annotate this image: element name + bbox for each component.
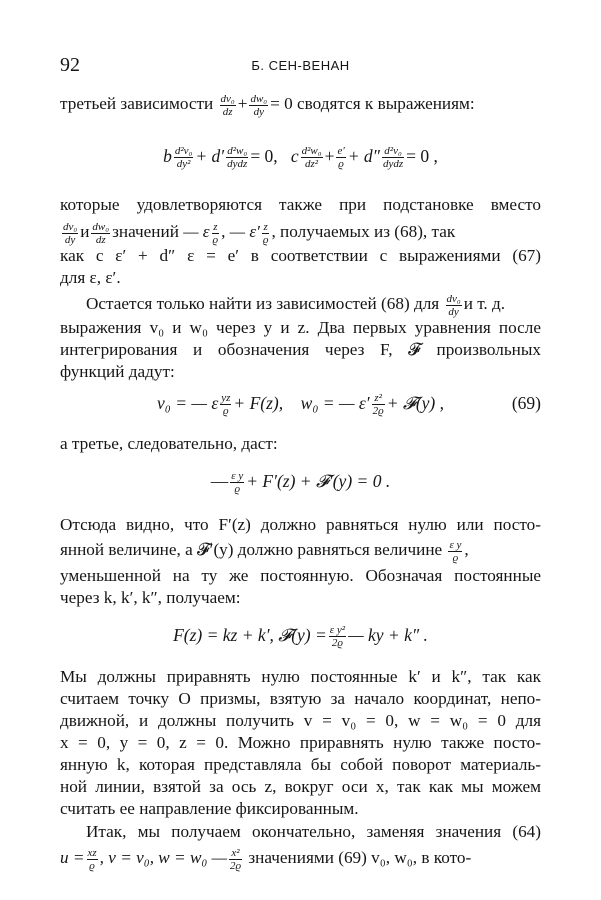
text-line-3: которые удовлетворяются также при подстановке вместо (60, 195, 541, 214)
equation-1: b $\frac{\text{d²v₀}}{\text{dy²}}$ + d′ $\frac{\text{d²w₀}}{\text{dydz}}$ = 0, c $\frac{\text{d²w₀}}{\text{dz²}}$ + $\frac{e'}{ϱ}$ + d″ $\frac{\text{d²v₀}}{\text{dydz}}$ = 0 , (163, 145, 438, 171)
equation-third: — $\frac{\text{ε y}}{ϱ}$ + F′(z) + 𝓕′(y) = 0 . (210, 470, 391, 496)
text-line-12: а третье, следовательно, даст: (60, 434, 278, 453)
text-line-24: ной линии, взятой за ось z, вокруг оси x, так как мы можем (60, 777, 541, 796)
text-line-7: Остается только найти из зависимостей (68) для $\frac{\text{dv₀}}{dy}$ и т. д. (86, 292, 506, 318)
text-line-17: через k, k′, k″, получаем: (60, 588, 241, 607)
text-line-15: янной величине, а 𝓕′(y) должно равняться величине $\frac{\text{ε y}}{ϱ}$ , (60, 538, 469, 564)
equation-number: (69) (511, 393, 541, 413)
text-line-23: янную k, которая представляла бы собой поворот материаль- (60, 755, 541, 774)
fraction-dv0-dz: $\frac{\text{dv₀}}{dz}$ (220, 92, 235, 118)
text-line-22: x = 0, y = 0, z = 0. Можно приравнять нулю также посто- (60, 733, 541, 752)
equals-zero: = 0 (270, 94, 293, 113)
text-line-26: Итак, мы получаем окончательно, заменяя значения (64) (86, 822, 541, 841)
text-line-9: интегрирования и обозначения через F, 𝓕 произвольных (60, 340, 541, 359)
text: третьей зависимости (60, 94, 214, 113)
text-line-4: $\frac{\text{dv₀}}{dy}$ и $\frac{\text{dw₀}}{dz}$ значений — ε $\frac{z}{ϱ}$ , — ε′ $\frac{z}{ϱ}$ , получаемых из (68), так (63, 220, 456, 246)
text-line-5: как c ε′ + d″ ε = e′ в соответствии с выражениями (67) (60, 246, 541, 265)
text-line-10: функций дадут: (60, 362, 175, 381)
text-line-16: уменьшенной на ту же постоянную. Обозначая постоянные (60, 566, 541, 585)
text-line-27: u = $\frac{xz}{ϱ}$ , v = v₀, w = w₀ — $\frac{\text{x²}}{2ϱ}$ значениями (69) v₀, w₀, в кото- (60, 846, 472, 872)
equation-69: v₀ = — ε $\frac{yz}{ϱ}$ + F(z), w₀ = — ε′ $\frac{\text{z²}}{2ϱ}$ + 𝓕(y) , (69) (60, 383, 541, 423)
text: сводятся к выражениям: (297, 94, 475, 113)
text-line-14: Отсюда видно, что F′(z) должно равняться нулю или посто- (60, 515, 541, 534)
fraction-dw0-dy: $\frac{\text{dw₀}}{dy}$ (250, 92, 268, 118)
page-header (60, 54, 541, 76)
text-line-20: считаем точку O призмы, взятую за начало координат, непо- (60, 689, 541, 708)
equation-F: F(z) = kz + k′, 𝓕(y) = $\frac{\text{ε y²}}{2ϱ}$ — ky + k″ . (173, 624, 428, 650)
text-line-19: Мы должны приравнять нулю постоянные k′ и k″, так как (60, 667, 541, 686)
text-line-21: движной, и должны получить v = v₀ = 0, w = w₀ = 0 для (60, 711, 541, 730)
text-line-8: выражения v₀ и w₀ через y и z. Два первых уравнения после (60, 318, 541, 337)
text-line-1: третьей зависимости $\frac{\text{dv₀}}{dz}$ + $\frac{\text{dw₀}}{dy}$ = 0 сводятся к выражениям: (60, 92, 475, 118)
running-title: Б. СЕН-ВЕНАН (251, 58, 350, 73)
text-line-6: для ε, ε′. (60, 268, 121, 287)
page-number: 92 (60, 54, 80, 76)
text-line-25: считать ее направление фиксированным. (60, 799, 359, 818)
